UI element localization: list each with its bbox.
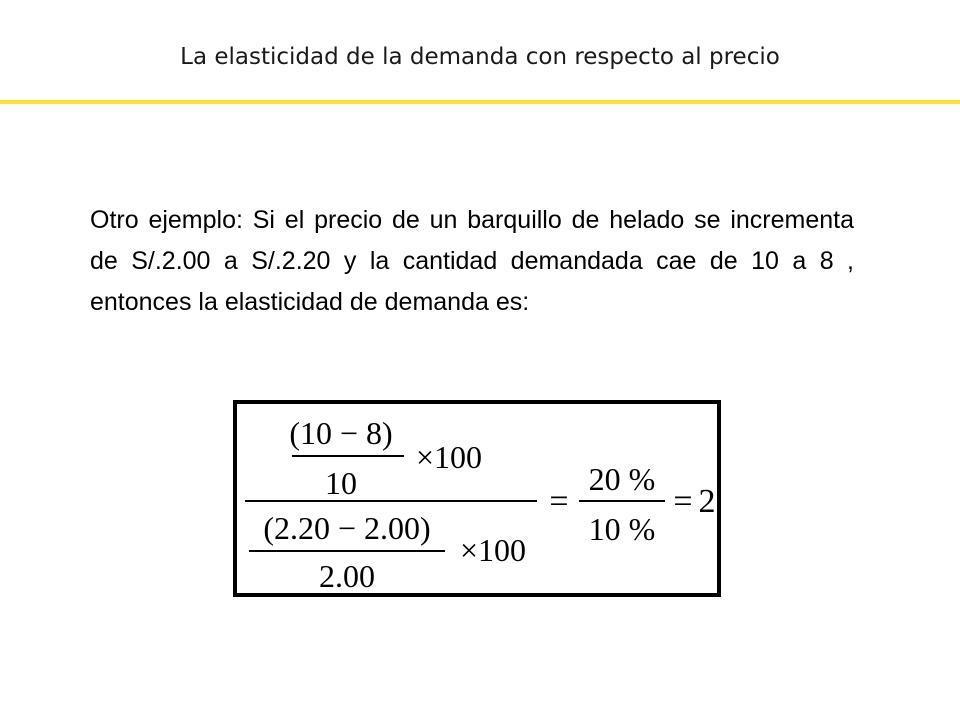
example-paragraph: Otro ejemplo: Si el precio de un barquillo de helado se incrementa de S/.2.00 a S/.2.20 y la cantidad demandada cae de 10 a 8 , entonces la elasticidad de demanda es:	[90, 206, 854, 316]
bottom-numerator: (2.20 − 2.00)	[263, 510, 431, 546]
bottom-multiplier: ×100	[459, 532, 527, 568]
top-multiplier: ×100	[415, 439, 483, 475]
ratio-denominator: 10 %	[588, 511, 656, 547]
top-numerator: (10 − 8)	[289, 415, 393, 451]
equals-sign-2: =	[673, 483, 693, 520]
title-underline	[0, 100, 960, 104]
elasticity-formula-box	[233, 400, 721, 597]
bottom-denominator: 2.00	[319, 558, 375, 593]
equals-sign-1: =	[549, 483, 569, 520]
ratio-numerator: 20 %	[588, 461, 656, 497]
page-title: La elasticidad de la demanda con respecto al precio	[180, 44, 780, 70]
elasticity-formula	[237, 404, 717, 593]
result-value: 2	[698, 483, 716, 520]
top-denominator: 10	[325, 465, 357, 501]
